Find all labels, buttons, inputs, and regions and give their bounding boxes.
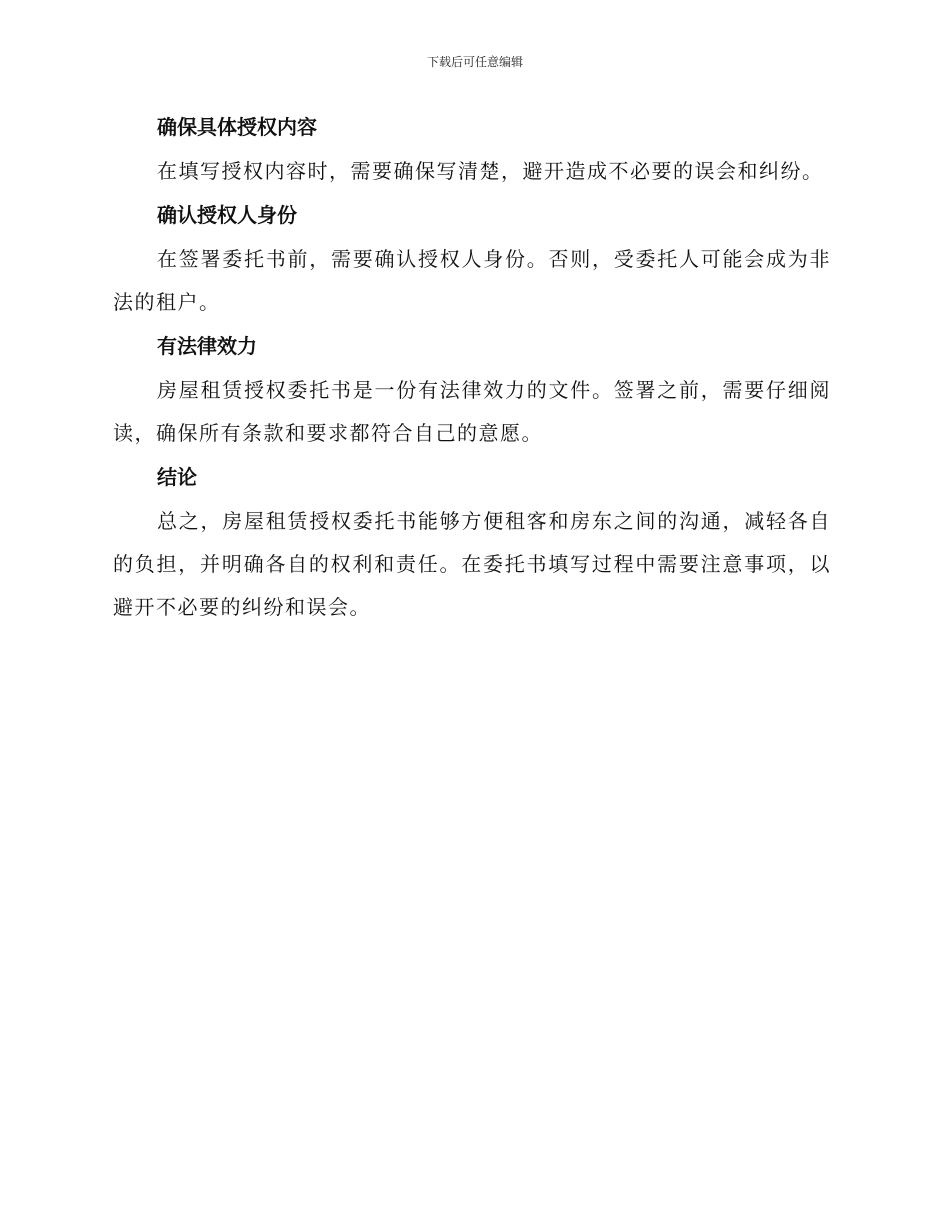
section-conclusion <box>113 462 831 629</box>
section-paragraph: 在签署委托书前，需要确认授权人身份。否则，受委托人可能会成为非法的租户。 <box>113 247 831 314</box>
page-header-note: 下载后可任意编辑 <box>426 55 523 69</box>
section-heading: 确保具体授权内容 <box>157 115 317 139</box>
document-body <box>113 112 831 629</box>
section-heading: 结论 <box>157 465 197 489</box>
section-paragraph: 在填写授权内容时，需要确保写清楚，避开造成不必要的误会和纠纷。 <box>157 159 824 183</box>
section-heading: 有法律效力 <box>157 334 257 358</box>
section-paragraph: 总之，房屋租赁授权委托书能够方便租客和房东之间的沟通，减轻各自的负担，并明确各自的权利和责任。在委托书填写过程中需要注意事项，以避开不必要的纠纷和误会。 <box>113 509 831 619</box>
section-authorization-content <box>113 112 831 200</box>
section-heading: 确认授权人身份 <box>157 203 297 227</box>
section-confirm-identity <box>113 200 831 331</box>
section-legal-effect <box>113 331 831 462</box>
section-paragraph: 房屋租赁授权委托书是一份有法律效力的文件。签署之前，需要仔细阅读，确保所有条款和要求都符合自己的意愿。 <box>113 378 831 445</box>
